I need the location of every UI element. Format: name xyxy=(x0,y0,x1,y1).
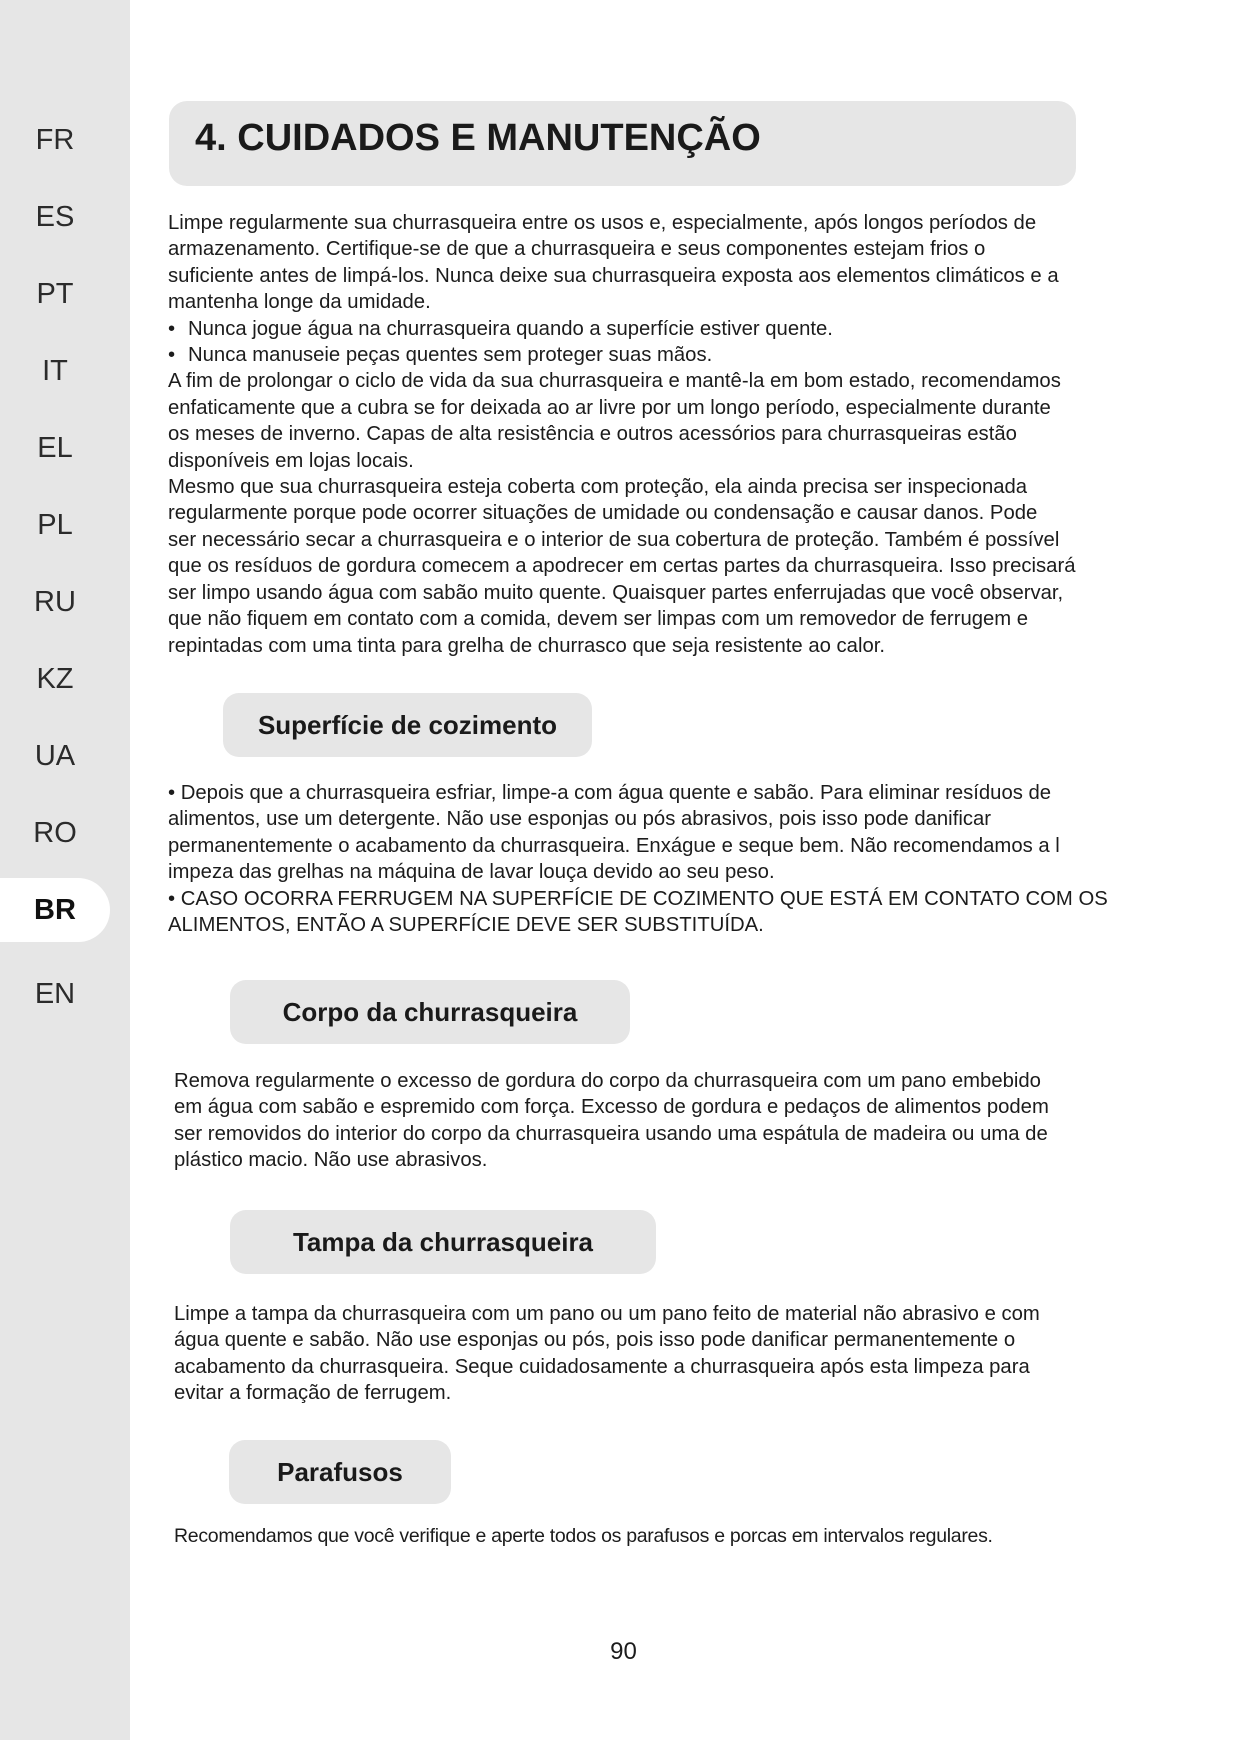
lang-tab-ua[interactable]: UA xyxy=(34,740,76,772)
page-number: 90 xyxy=(610,1638,637,1665)
lang-tab-pl[interactable]: PL xyxy=(37,509,73,541)
cooking-surface-heading: Superfície de cozimento xyxy=(223,693,592,757)
text-line: Remova regularmente o excesso de gordura do corpo da churrasqueira com um pano embebido xyxy=(174,1070,1041,1092)
text-line: impeza das grelhas na máquina de lavar louça devido ao seu peso. xyxy=(168,861,775,884)
text-line: ser removidos do interior do corpo da churrasqueira usando uma espátula de madeira ou uma de xyxy=(174,1122,1048,1145)
text-line: ser necessário secar a churrasqueira e o interior de sua cobertura de proteção. Também é possível xyxy=(168,528,1060,551)
lang-tab-en[interactable]: EN xyxy=(34,978,76,1010)
bullet-icon: • xyxy=(168,317,176,340)
bullet-item: • Nunca jogue água na churrasqueira quando a superfície estiver quente. xyxy=(168,316,1076,342)
text-line: ser limpo usando água com sabão muito quente. Quaisquer partes enferrujadas que você observar, xyxy=(168,581,1064,604)
screws-heading: Parafusos xyxy=(229,1440,451,1504)
language-sidebar xyxy=(0,0,130,1740)
lang-tab-ro[interactable]: RO xyxy=(33,817,77,849)
lang-tab-kz[interactable]: KZ xyxy=(36,663,74,695)
text-line: suficiente antes de limpá-los. Nunca deixe sua churrasqueira exposta aos elementos climáticos e a xyxy=(168,264,1059,287)
text-line: alimentos, use um detergente. Não use esponjas ou pós abrasivos, pois isso pode danificar xyxy=(168,808,992,831)
lang-tab-pt[interactable]: PT xyxy=(36,278,74,310)
text-line: disponíveis em lojas locais. xyxy=(168,449,414,472)
bullet-item: • Nunca manuseie peças quentes sem proteger suas mãos. xyxy=(168,342,1076,368)
text-line: mantenha longe da umidade. xyxy=(168,291,431,314)
cooking-surface-text xyxy=(168,780,1108,938)
text-line: permanentemente o acabamento da churrasqueira. Enxágue e seque bem. Não recomendamos a l xyxy=(168,834,1060,857)
lang-tab-el[interactable]: EL xyxy=(37,432,73,464)
text-line: Mesmo que sua churrasqueira esteja coberta com proteção, ela ainda precisa ser inspecionada xyxy=(168,476,1028,499)
text-line: água quente e sabão. Não use esponjas ou pós, pois isso pode danificar permanentemente o xyxy=(174,1329,1016,1352)
text-line: acabamento da churrasqueira. Seque cuidadosamente a churrasqueira após esta limpeza para xyxy=(174,1355,1030,1378)
lang-tab-br[interactable]: BR xyxy=(0,878,110,942)
text-line: evitar a formação de ferrugem. xyxy=(174,1382,452,1405)
grill-lid-text xyxy=(174,1301,1040,1407)
grill-body-text xyxy=(174,1068,1049,1174)
text-line: armazenamento. Certifique-se de que a churrasqueira e seus componentes estejam frios o xyxy=(168,238,986,261)
bullet-icon: • xyxy=(168,344,176,367)
screws-text: Recomendamos que você verifique e aperte todos os parafusos e porcas em intervalos regulares. xyxy=(174,1525,993,1547)
text-line: enfaticamente que a cubra se for deixada ao ar livre por um longo período, especialmente durante xyxy=(168,396,1051,419)
grill-body-heading: Corpo da churrasqueira xyxy=(230,980,630,1044)
lang-tab-it[interactable]: IT xyxy=(42,355,68,387)
text-line: plástico macio. Não use abrasivos. xyxy=(174,1149,488,1172)
text-line: regularmente porque pode ocorrer situações de umidade ou condensação e causar danos. Pode xyxy=(168,502,1038,525)
intro-text xyxy=(168,210,1076,659)
text-line: A fim de prolongar o ciclo de vida da sua churrasqueira e mantê-la em bom estado, recomendamos xyxy=(168,370,1061,393)
lang-tab-es[interactable]: ES xyxy=(35,201,75,233)
text-line: • Depois que a churrasqueira esfriar, limpe-a com água quente e sabão. Para eliminar resíduos de xyxy=(168,782,1052,804)
text-line: os meses de inverno. Capas de alta resistência e outros acessórios para churrasqueiras estão xyxy=(168,423,1017,446)
text-line: que os resíduos de gordura comecem a apodrecer em certas partes da churrasqueira. Isso precisará xyxy=(168,555,1076,578)
text-line: ALIMENTOS, ENTÃO A SUPERFÍCIE DEVE SER SUBSTITUÍDA. xyxy=(168,914,764,937)
text-line: em água com sabão e espremido com força. Excesso de gordura e pedaços de alimentos podem xyxy=(174,1096,1049,1119)
lang-tab-fr[interactable]: FR xyxy=(35,124,75,156)
text-line: que não fiquem em contato com a comida, devem ser limpas com um removedor de ferrugem e xyxy=(168,608,1029,631)
text-line: • CASO OCORRA FERRUGEM NA SUPERFÍCIE DE COZIMENTO QUE ESTÁ EM CONTATO COM OS xyxy=(168,887,1108,910)
section-title: 4. CUIDADOS E MANUTENÇÃO xyxy=(169,101,1076,186)
text-line: repintadas com uma tinta para grelha de churrasco que seja resistente ao calor. xyxy=(168,634,886,657)
text-line: Limpe a tampa da churrasqueira com um pano ou um pano feito de material não abrasivo e com xyxy=(174,1303,1040,1325)
text-line: Limpe regularmente sua churrasqueira entre os usos e, especialmente, após longos períodos de xyxy=(168,212,1037,234)
grill-lid-heading: Tampa da churrasqueira xyxy=(230,1210,656,1274)
lang-tab-ru[interactable]: RU xyxy=(34,586,76,618)
